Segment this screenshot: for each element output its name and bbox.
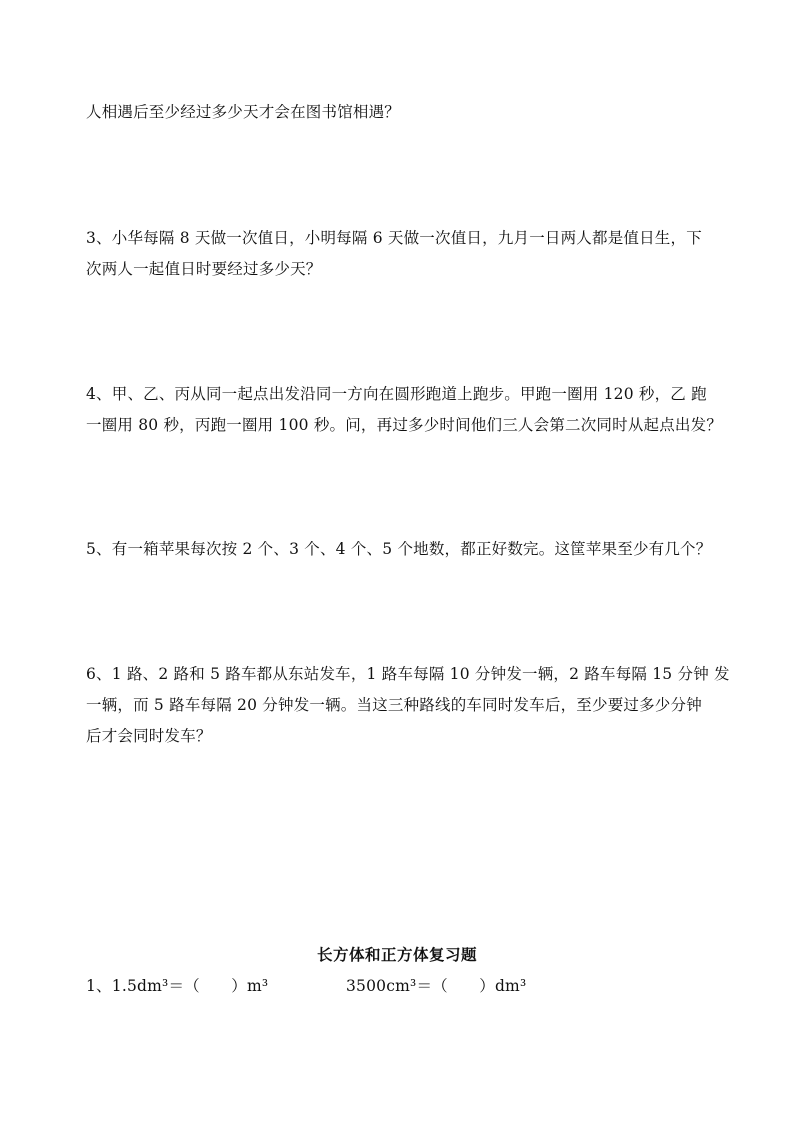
- intro-line: 人相遇后至少经过多少天才会在图书馆相遇？: [86, 103, 401, 121]
- problem-4-line-1: 4、甲、乙、丙从同一起点出发沿同一方向在圆形跑道上跑步。甲跑一圈用 120 秒，乙 跑: [86, 385, 707, 403]
- problem-5-line-1: 5、有一箱苹果每次按 2 个、3 个、4 个、5 个地数，都正好数完。这筐苹果至少有几个？: [86, 540, 712, 558]
- section-q1-left: 1、1.5dm³＝（ ）m³: [86, 977, 269, 995]
- problem-3-line-2: 次两人一起值日时要经过多少天？: [86, 260, 322, 278]
- problem-6-line-3: 后才会同时发车？: [86, 727, 212, 745]
- problem-6-line-2: 一辆，而 5 路车每隔 20 分钟发一辆。当这三种路线的车同时发车后，至少要过多少分钟: [86, 696, 702, 714]
- section-title: 长方体和正方体复习题: [316, 945, 477, 964]
- section-q1-right: 3500cm³＝（ ）dm³: [346, 977, 527, 995]
- problem-4-line-2: 一圈用 80 秒，丙跑一圈用 100 秒。问，再过多少时间他们三人会第二次同时从起点出发？: [86, 416, 723, 434]
- problem-6-line-1: 6、1 路、2 路和 5 路车都从东站发车，1 路车每隔 10 分钟发一辆，2 路车每隔 15 分钟 发: [86, 665, 730, 683]
- problem-3-line-1: 3、小华每隔 8 天做一次值日，小明每隔 6 天做一次值日，九月一日两人都是值日生，下: [86, 229, 702, 247]
